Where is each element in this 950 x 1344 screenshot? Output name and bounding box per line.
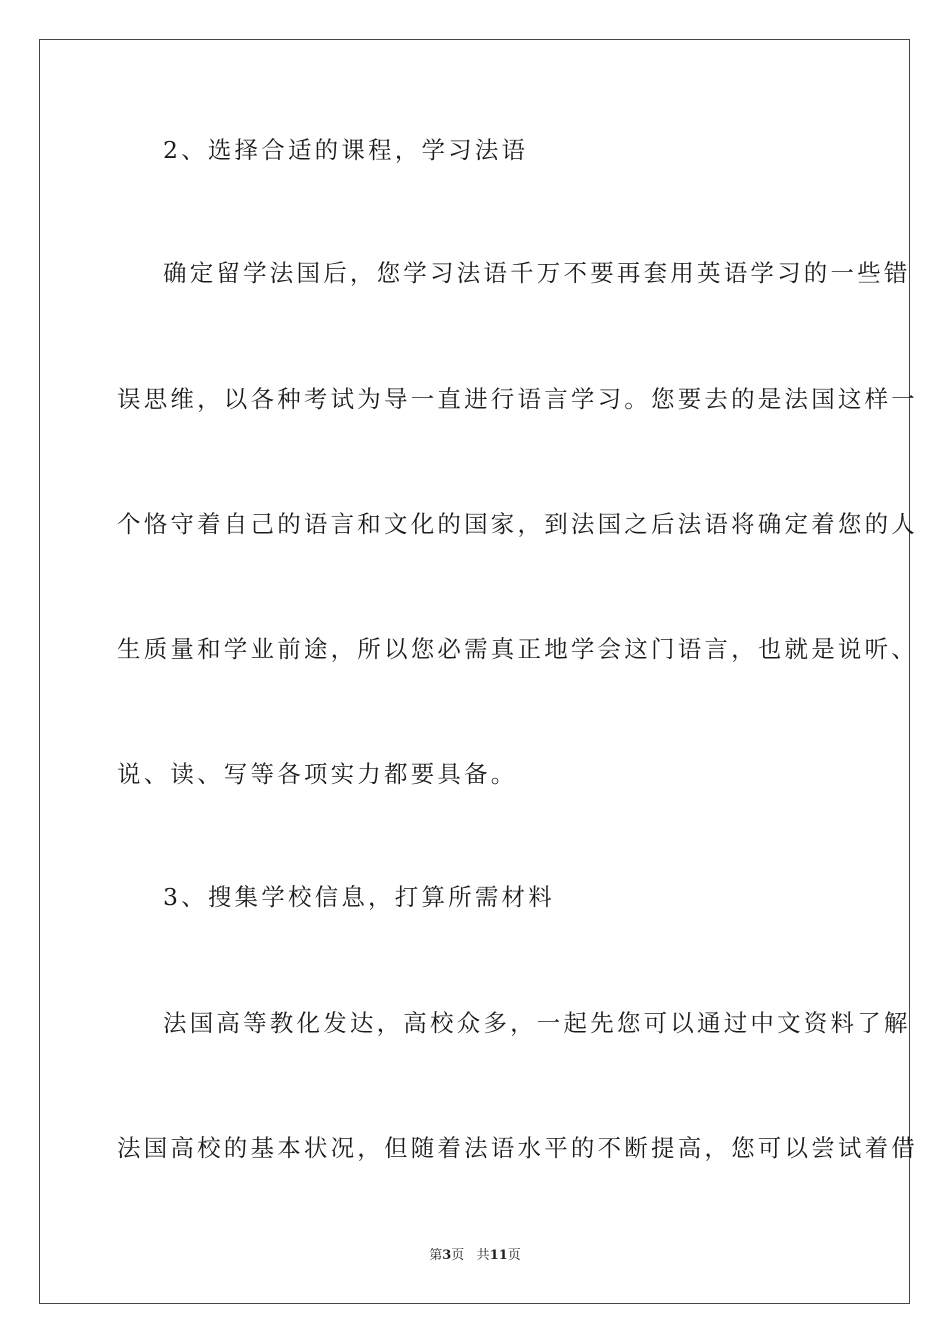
total-pages: 11 xyxy=(489,1248,508,1263)
page-frame xyxy=(39,39,918,1304)
paragraph-line: 确定留学法国后，您学习法语千万不要再套用英语学习的一些错 xyxy=(163,259,911,287)
paragraph-line: 说、读、写等各项实力都要具备。 xyxy=(117,760,518,788)
page-suffix: 页 xyxy=(451,1248,465,1263)
paragraph-line: 法国高校的基本状况，但随着法语水平的不断提高，您可以尝试着借 xyxy=(117,1134,918,1162)
paragraph-line: 法国高等教化发达，高校众多，一起先您可以通过中文资料了解 xyxy=(163,1009,911,1037)
total-prefix: 共 xyxy=(476,1248,490,1263)
section-heading-3: 3、搜集学校信息，打算所需材料 xyxy=(163,883,555,911)
paragraph-line: 个恪守着自己的语言和文化的国家，到法国之后法语将确定着您的人 xyxy=(117,510,918,538)
section-heading-2: 2、选择合适的课程，学习法语 xyxy=(163,136,529,164)
page-footer xyxy=(0,1248,950,1264)
total-suffix: 页 xyxy=(507,1248,521,1263)
page-number: 3 xyxy=(442,1248,452,1263)
paragraph-line: 生质量和学业前途，所以您必需真正地学会这门语言，也就是说听、 xyxy=(117,635,918,663)
page-prefix: 第 xyxy=(429,1248,443,1263)
paragraph-line: 误思维，以各种考试为导一直进行语言学习。您要去的是法国这样一 xyxy=(117,385,918,413)
